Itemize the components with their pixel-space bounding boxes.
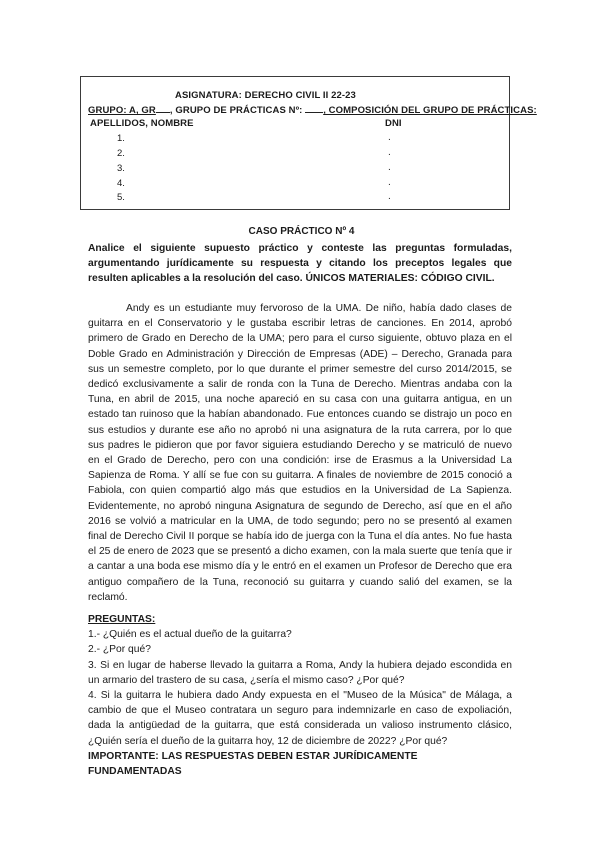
questions-section [88, 612, 512, 779]
question-4: 4. Si la guitarra le hubiera dado Andy expuesta en el "Museo de la Música" de Málaga, a cambio de que el Museo contratara un seguro para indemnizarle en caso de expoliación, dada la antigüedad de la guitarra, que está considerada un valioso instrumento clásico, ¿Quién sería el dueño de la guitarra hoy, 12 de diciembre de 2022? ¿Por qué? [88, 690, 512, 747]
dni-field-1[interactable]: . [388, 132, 391, 143]
dni-field-4[interactable]: . [388, 177, 391, 188]
name-column-header: APELLIDOS, NOMBRE [90, 118, 194, 129]
group-label: GRUPO: A, GR [88, 105, 156, 116]
member-row-1: 1. [117, 133, 125, 144]
dni-field-2[interactable]: . [388, 147, 391, 158]
question-2: 2.- ¿Por qué? [88, 644, 151, 656]
subject-title: ASIGNATURA: DERECHO CIVIL II 22-23 [175, 90, 356, 101]
important-note: IMPORTANTE: LAS RESPUESTAS DEBEN ESTAR JURÍDICAMENTE FUNDAMENTADAS [88, 750, 418, 778]
practice-group-blank[interactable] [305, 112, 323, 113]
question-3: 3. Si en lugar de haberse llevado la guitarra a Roma, Andy la hubiera dejado escondida en un armario del trastero de su casa, ¿sería el mismo caso? ¿Por qué? [88, 659, 512, 686]
question-1: 1.- ¿Quién es el actual dueño de la guitarra? [88, 629, 292, 641]
composition-label: , COMPOSICIÓN DEL GRUPO DE PRÁCTICAS: [323, 105, 537, 116]
member-row-2: 2. [117, 148, 125, 159]
member-row-5: 5. [117, 192, 125, 203]
dni-field-3[interactable]: . [388, 162, 391, 173]
practice-group-label: , GRUPO DE PRÁCTICAS Nº: [169, 105, 306, 116]
dni-column-header: DNI [385, 118, 402, 129]
case-title: CASO PRÁCTICO Nº 4 [248, 226, 355, 237]
case-paragraph: Andy es un estudiante muy fervoroso de la UMA. De niño, había dado clases de guitarra en el Conservatorio y le gustaba escribir letras de canciones. En 2014, aprobó primero de Grado en Derecho de la UMA; pero para el curso siguiente, obtuvo plaza en el Doble Grado en Administración y Dirección de Empresas (ADE) – Derecho, Granada para sus un semestre completo, por lo que durante el primer semestre del curso 2014/2015, se dedicó exclusivamente a salir de ronda con la Tuna de Derecho. Mientras andaba con la Tuna, en abril de 2015, una noche apareció en su casa con una guitarra antigua, en un estado tan ruinoso que la habían abandonado. Fue entonces cuando se distrajo un poco en sus estudios y durante ese año no aprobó ni una asignatura de la ruta carrera, por lo que sus padres le pidieron que por favor siguiera estudiando Derecho y se matriculó de nuevo en el Grado de Derecho, pero con una condición: irse de Erasmus a la Universidad La Sapienza de Roma. Y allí se fue con su guitarra. A finales de noviembre de 2015 conoció a Fabiola, con quien compartió algo más que estudios en la Universidad de La Sapienza. Evidentemente, no aprobó ninguna Asignatura de segundo de Derecho, así que en el año 2016 se volvió a matricular en la UMA, de todo segundo; pero no se presentó al examen final de Derecho Civil II porque se había ido de juerga con la Tuna el día antes. No fue hasta el 25 de enero de 2023 que se presentó a dicho examen, con la mala suerte que tenía que ir a cantar a una boda ese mismo día y le entró en el examen un Profesor de Derecho que era antiguo compañero de la Tuna, reconoció su guitarra y cuando salió del examen, se la reclamó. [88, 303, 512, 603]
dni-field-5[interactable]: . [388, 191, 391, 202]
case-statement [88, 301, 512, 605]
group-line [88, 105, 537, 116]
questions-heading: PREGUNTAS: [88, 614, 156, 625]
member-row-3: 3. [117, 163, 125, 174]
group-blank[interactable] [156, 112, 170, 113]
member-row-4: 4. [117, 178, 125, 189]
case-instructions: Analice el siguiente supuesto práctico y conteste las preguntas formuladas, argumentando jurídicamente su respuesta y citando los preceptos legales que resulten aplicables a la resolución del caso. ÚNICOS MATERIALES: CÓDIGO CIVIL. [88, 243, 512, 284]
